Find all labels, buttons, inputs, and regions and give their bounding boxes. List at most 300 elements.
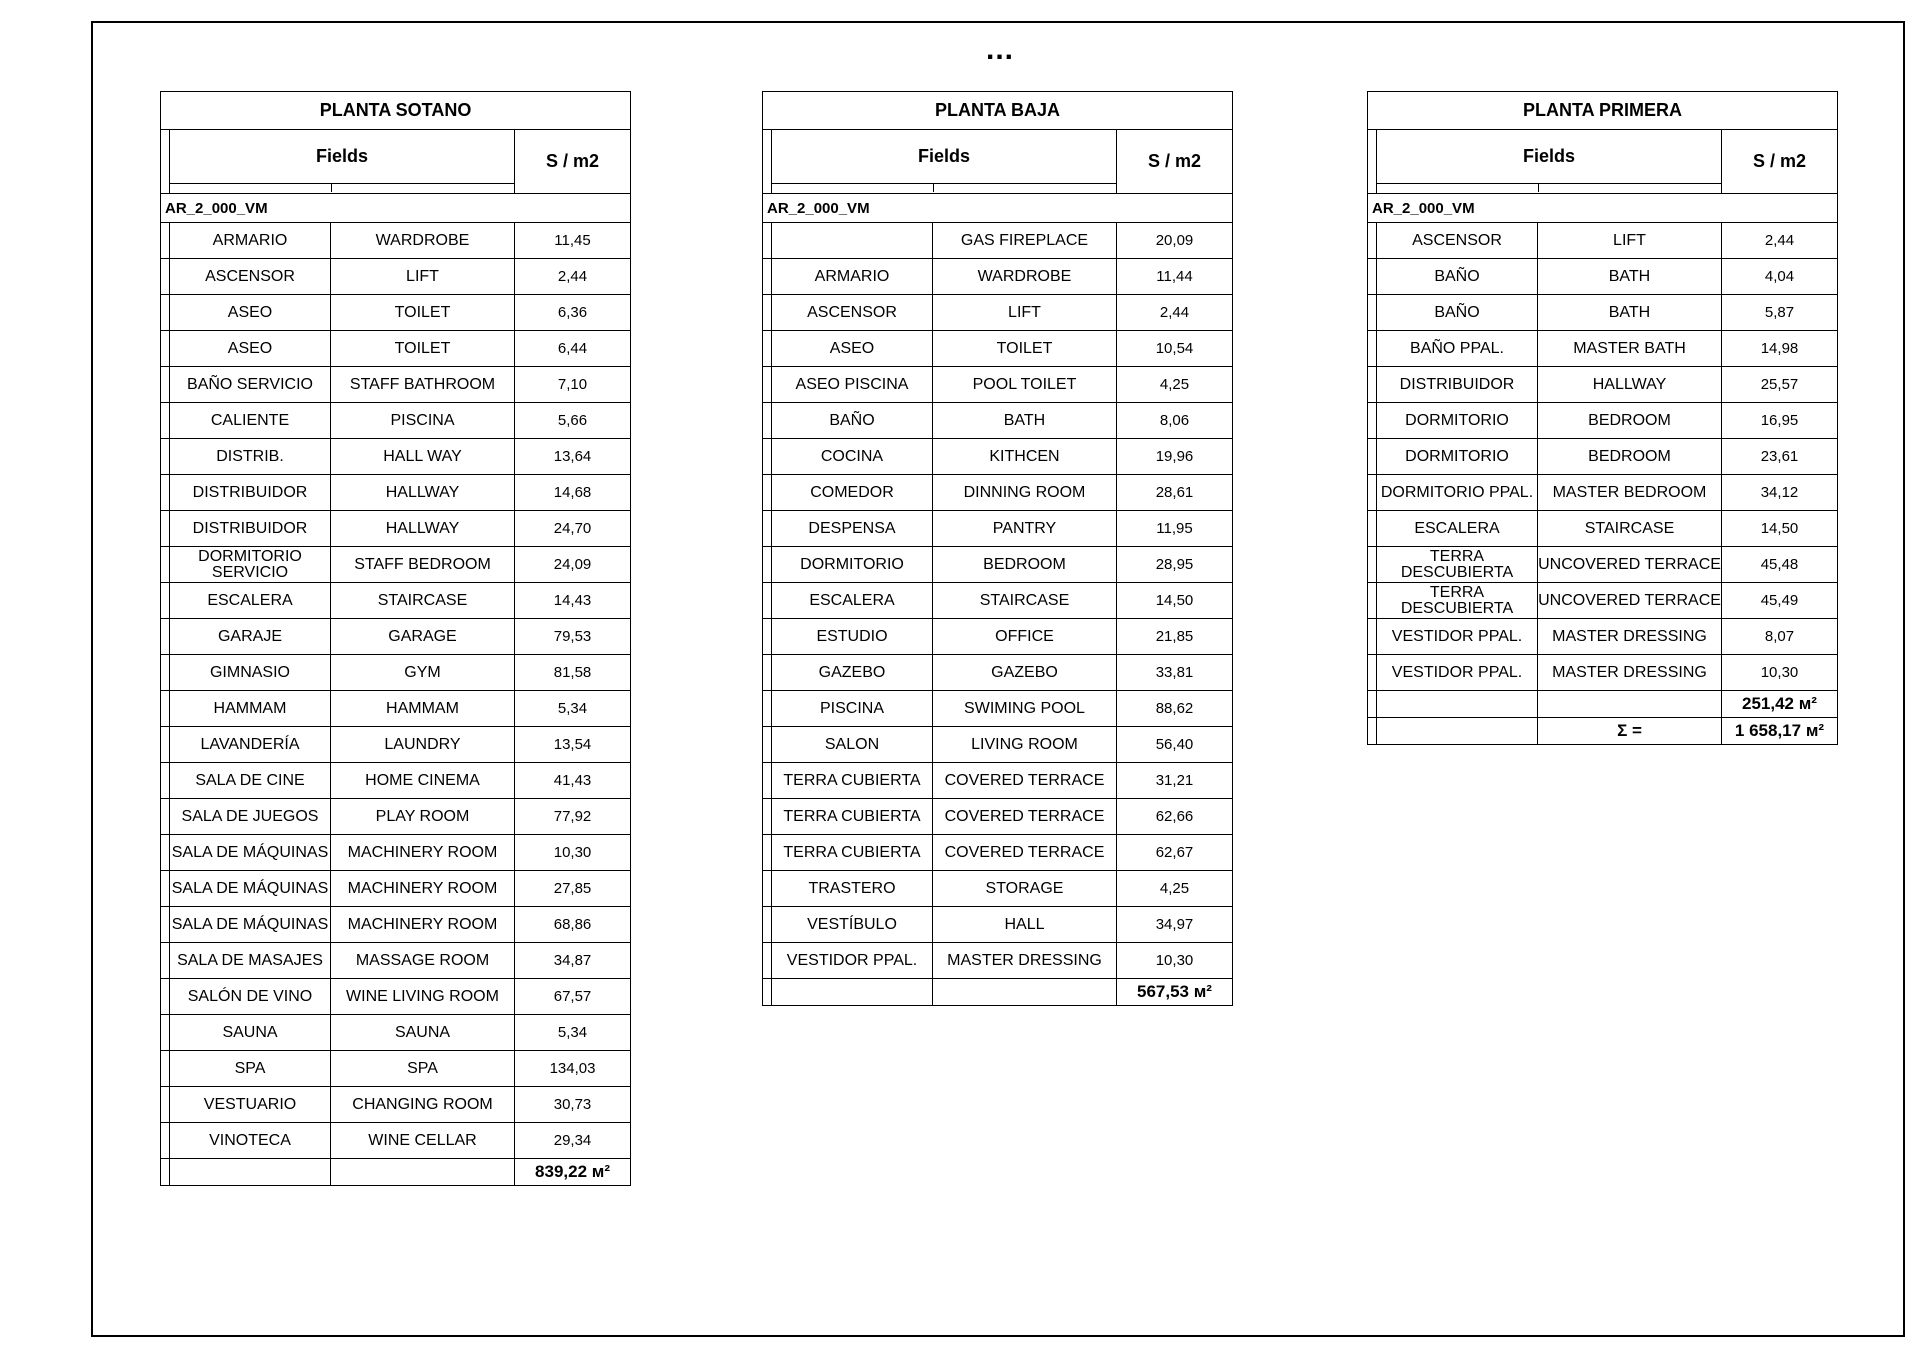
indent-cell bbox=[161, 367, 170, 403]
table-row bbox=[1368, 259, 1838, 295]
room-name-es: ASEO bbox=[170, 295, 331, 331]
empty-cell bbox=[933, 979, 1117, 1006]
total-area: 839,22 м² bbox=[515, 1159, 631, 1186]
grand-total-row bbox=[1368, 718, 1838, 745]
indent-cell bbox=[1368, 367, 1377, 403]
fields-header-label: Fields bbox=[917, 146, 970, 166]
table-row bbox=[1368, 583, 1838, 619]
empty-cell bbox=[1377, 718, 1538, 745]
room-name-en: MACHINERY ROOM bbox=[331, 835, 515, 871]
table-row bbox=[1368, 295, 1838, 331]
fields-subheader bbox=[1377, 183, 1721, 192]
room-area: 14,50 bbox=[1117, 583, 1233, 619]
room-area: 19,96 bbox=[1117, 439, 1233, 475]
room-name-es: BAÑO bbox=[1377, 259, 1538, 295]
indent-cell bbox=[161, 223, 170, 259]
table-row bbox=[161, 871, 631, 907]
room-area: 10,30 bbox=[1117, 943, 1233, 979]
indent-cell bbox=[161, 583, 170, 619]
room-name-en: HALL bbox=[933, 907, 1117, 943]
indent-cell bbox=[161, 655, 170, 691]
room-name-es: BAÑO bbox=[1377, 295, 1538, 331]
room-name-es: COCINA bbox=[772, 439, 933, 475]
room-area: 2,44 bbox=[1722, 223, 1838, 259]
room-area: 24,70 bbox=[515, 511, 631, 547]
schedule-planta-primera bbox=[1367, 91, 1837, 745]
schedule-table bbox=[160, 91, 631, 1186]
room-name-es: BAÑO bbox=[772, 403, 933, 439]
empty-cell bbox=[170, 1159, 331, 1186]
indent-cell bbox=[763, 943, 772, 979]
room-area: 14,98 bbox=[1722, 331, 1838, 367]
indent-cell bbox=[161, 1087, 170, 1123]
room-name-en: UNCOVERED TERRACE bbox=[1538, 583, 1722, 619]
room-name-es: DISTRIB. bbox=[170, 439, 331, 475]
room-area: 77,92 bbox=[515, 799, 631, 835]
room-name-es: PISCINA bbox=[772, 691, 933, 727]
indent-cell bbox=[161, 259, 170, 295]
schedule-planta-sotano bbox=[160, 91, 630, 1186]
table-row bbox=[763, 871, 1233, 907]
room-name-es: DORMITORIO bbox=[1377, 403, 1538, 439]
room-area: 34,97 bbox=[1117, 907, 1233, 943]
group-header: AR_2_000_VM bbox=[1368, 194, 1838, 223]
room-name-en: POOL TOILET bbox=[933, 367, 1117, 403]
room-name-en: TOILET bbox=[933, 331, 1117, 367]
indent-cell bbox=[763, 691, 772, 727]
room-name-es: TRASTERO bbox=[772, 871, 933, 907]
indent-cell bbox=[1368, 223, 1377, 259]
room-name-en: PLAY ROOM bbox=[331, 799, 515, 835]
indent-cell bbox=[161, 835, 170, 871]
room-name-es: DORMITORIO bbox=[772, 547, 933, 583]
table-row bbox=[1368, 439, 1838, 475]
indent-cell bbox=[763, 259, 772, 295]
room-area: 14,43 bbox=[515, 583, 631, 619]
total-row bbox=[161, 1159, 631, 1186]
indent-cell bbox=[161, 439, 170, 475]
total-area: 251,42 м² bbox=[1722, 691, 1838, 718]
room-area: 8,06 bbox=[1117, 403, 1233, 439]
room-name-es: BAÑO PPAL. bbox=[1377, 331, 1538, 367]
room-area: 28,95 bbox=[1117, 547, 1233, 583]
indent-cell bbox=[1368, 691, 1377, 718]
empty-cell bbox=[331, 1159, 515, 1186]
table-row bbox=[763, 511, 1233, 547]
room-name-es: SALON bbox=[772, 727, 933, 763]
table-row bbox=[161, 1123, 631, 1159]
room-name-en: LIFT bbox=[1538, 223, 1722, 259]
table-row bbox=[1368, 331, 1838, 367]
area-header: S / m2 bbox=[1722, 130, 1838, 194]
room-area: 5,87 bbox=[1722, 295, 1838, 331]
area-header: S / m2 bbox=[515, 130, 631, 194]
room-area: 4,25 bbox=[1117, 871, 1233, 907]
room-name-es: TERRA CUBIERTA bbox=[772, 835, 933, 871]
room-area: 45,48 bbox=[1722, 547, 1838, 583]
table-row bbox=[161, 583, 631, 619]
room-name-en: STAIRCASE bbox=[331, 583, 515, 619]
room-area: 14,50 bbox=[1722, 511, 1838, 547]
table-row bbox=[763, 799, 1233, 835]
room-name-es: ASEO bbox=[170, 331, 331, 367]
room-name-en: LIVING ROOM bbox=[933, 727, 1117, 763]
room-name-es: ASEO PISCINA bbox=[772, 367, 933, 403]
indent-cell bbox=[161, 130, 170, 194]
room-name-en: WARDROBE bbox=[331, 223, 515, 259]
indent-cell bbox=[763, 583, 772, 619]
room-name-en: SWIMING POOL bbox=[933, 691, 1117, 727]
room-name-es: COMEDOR bbox=[772, 475, 933, 511]
indent-cell bbox=[763, 835, 772, 871]
room-name-en: LIFT bbox=[933, 295, 1117, 331]
indent-cell bbox=[763, 367, 772, 403]
table-row bbox=[763, 439, 1233, 475]
room-name-es: TERRA DESCUBIERTA bbox=[1377, 583, 1538, 619]
room-name-en: BATH bbox=[933, 403, 1117, 439]
fields-header bbox=[170, 130, 515, 194]
empty-cell bbox=[1538, 691, 1722, 718]
room-area: 33,81 bbox=[1117, 655, 1233, 691]
room-area: 14,68 bbox=[515, 475, 631, 511]
indent-cell bbox=[161, 511, 170, 547]
table-row bbox=[763, 583, 1233, 619]
table-row bbox=[161, 403, 631, 439]
room-name-es: DORMITORIO SERVICIO bbox=[170, 547, 331, 583]
room-area: 11,95 bbox=[1117, 511, 1233, 547]
indent-cell bbox=[161, 763, 170, 799]
room-area: 10,54 bbox=[1117, 331, 1233, 367]
table-row bbox=[763, 763, 1233, 799]
room-name-en: CHANGING ROOM bbox=[331, 1087, 515, 1123]
table-row bbox=[161, 799, 631, 835]
room-name-en: MACHINERY ROOM bbox=[331, 871, 515, 907]
room-area: 10,30 bbox=[515, 835, 631, 871]
indent-cell bbox=[1368, 511, 1377, 547]
room-area: 27,85 bbox=[515, 871, 631, 907]
indent-cell bbox=[1368, 331, 1377, 367]
table-row bbox=[161, 907, 631, 943]
room-area: 4,25 bbox=[1117, 367, 1233, 403]
indent-cell bbox=[763, 439, 772, 475]
room-name-es: ASCENSOR bbox=[1377, 223, 1538, 259]
room-area: 41,43 bbox=[515, 763, 631, 799]
grand-total-area: 1 658,17 м² bbox=[1722, 718, 1838, 745]
indent-cell bbox=[763, 655, 772, 691]
room-area: 62,66 bbox=[1117, 799, 1233, 835]
room-area: 11,44 bbox=[1117, 259, 1233, 295]
fields-header-label: Fields bbox=[315, 146, 368, 166]
table-row bbox=[161, 763, 631, 799]
table-row bbox=[161, 691, 631, 727]
table-row bbox=[161, 655, 631, 691]
room-name-en: MASTER BATH bbox=[1538, 331, 1722, 367]
room-name-es: ASCENSOR bbox=[170, 259, 331, 295]
schedule-title: PLANTA SOTANO bbox=[161, 92, 631, 130]
table-row bbox=[161, 295, 631, 331]
table-row bbox=[161, 1087, 631, 1123]
room-name-en: TOILET bbox=[331, 331, 515, 367]
room-name-en: HALLWAY bbox=[1538, 367, 1722, 403]
room-name-en: COVERED TERRACE bbox=[933, 799, 1117, 835]
room-area: 2,44 bbox=[1117, 295, 1233, 331]
room-name-es: DISTRIBUIDOR bbox=[1377, 367, 1538, 403]
room-area: 34,87 bbox=[515, 943, 631, 979]
table-row bbox=[161, 727, 631, 763]
fields-header bbox=[1377, 130, 1722, 194]
indent-cell bbox=[161, 943, 170, 979]
room-area: 62,67 bbox=[1117, 835, 1233, 871]
room-name-en: STAIRCASE bbox=[1538, 511, 1722, 547]
room-name-es: HAMMAM bbox=[170, 691, 331, 727]
room-name-es: VINOTECA bbox=[170, 1123, 331, 1159]
room-name-es: ARMARIO bbox=[772, 259, 933, 295]
room-area: 11,45 bbox=[515, 223, 631, 259]
room-name-es: VESTÍBULO bbox=[772, 907, 933, 943]
indent-cell bbox=[161, 871, 170, 907]
room-area: 25,57 bbox=[1722, 367, 1838, 403]
table-row bbox=[1368, 547, 1838, 583]
table-row bbox=[1368, 655, 1838, 691]
indent-cell bbox=[763, 130, 772, 194]
room-name-en: BEDROOM bbox=[933, 547, 1117, 583]
total-row bbox=[763, 979, 1233, 1006]
room-name-es: SAUNA bbox=[170, 1015, 331, 1051]
room-name-es: SPA bbox=[170, 1051, 331, 1087]
room-name-en: WINE CELLAR bbox=[331, 1123, 515, 1159]
ellipsis-mark: ... bbox=[985, 33, 1014, 66]
indent-cell bbox=[763, 979, 772, 1006]
room-name-en: BEDROOM bbox=[1538, 439, 1722, 475]
indent-cell bbox=[763, 331, 772, 367]
room-name-es: ESCALERA bbox=[1377, 511, 1538, 547]
room-name-en: GYM bbox=[331, 655, 515, 691]
table-row bbox=[1368, 475, 1838, 511]
fields-header bbox=[772, 130, 1117, 194]
table-row bbox=[161, 439, 631, 475]
empty-cell bbox=[772, 979, 933, 1006]
room-name-es: DISTRIBUIDOR bbox=[170, 475, 331, 511]
indent-cell bbox=[763, 223, 772, 259]
room-name-en: GAS FIREPLACE bbox=[933, 223, 1117, 259]
room-area: 6,44 bbox=[515, 331, 631, 367]
room-name-en: MASTER BEDROOM bbox=[1538, 475, 1722, 511]
room-name-es: SALA DE JUEGOS bbox=[170, 799, 331, 835]
room-name-en: SPA bbox=[331, 1051, 515, 1087]
room-name-es: TERRA CUBIERTA bbox=[772, 763, 933, 799]
indent-cell bbox=[763, 619, 772, 655]
group-header: AR_2_000_VM bbox=[161, 194, 631, 223]
table-row bbox=[1368, 511, 1838, 547]
room-name-en: GARAGE bbox=[331, 619, 515, 655]
room-area: 2,44 bbox=[515, 259, 631, 295]
room-name-en: HOME CINEMA bbox=[331, 763, 515, 799]
room-name-es: ESCALERA bbox=[772, 583, 933, 619]
room-name-es: VESTUARIO bbox=[170, 1087, 331, 1123]
indent-cell bbox=[161, 1123, 170, 1159]
indent-cell bbox=[161, 1051, 170, 1087]
room-area: 13,64 bbox=[515, 439, 631, 475]
room-name-en: UNCOVERED TERRACE bbox=[1538, 547, 1722, 583]
grand-total-label: Σ = bbox=[1538, 718, 1722, 745]
room-area: 68,86 bbox=[515, 907, 631, 943]
indent-cell bbox=[763, 475, 772, 511]
room-area: 30,73 bbox=[515, 1087, 631, 1123]
room-area: 34,12 bbox=[1722, 475, 1838, 511]
area-header: S / m2 bbox=[1117, 130, 1233, 194]
table-row bbox=[1368, 367, 1838, 403]
room-name-es: DESPENSA bbox=[772, 511, 933, 547]
table-row bbox=[161, 835, 631, 871]
table-row bbox=[161, 223, 631, 259]
room-name-es: DISTRIBUIDOR bbox=[170, 511, 331, 547]
room-name-en: STAFF BATHROOM bbox=[331, 367, 515, 403]
table-row bbox=[763, 943, 1233, 979]
room-area: 5,34 bbox=[515, 691, 631, 727]
room-name-es: DORMITORIO PPAL. bbox=[1377, 475, 1538, 511]
indent-cell bbox=[161, 619, 170, 655]
table-row bbox=[161, 331, 631, 367]
room-name-en: COVERED TERRACE bbox=[933, 763, 1117, 799]
room-name-en: STAIRCASE bbox=[933, 583, 1117, 619]
indent-cell bbox=[1368, 475, 1377, 511]
room-name-en: HALLWAY bbox=[331, 511, 515, 547]
room-name-en: LIFT bbox=[331, 259, 515, 295]
table-row bbox=[763, 655, 1233, 691]
indent-cell bbox=[1368, 259, 1377, 295]
room-name-es: SALA DE MASAJES bbox=[170, 943, 331, 979]
indent-cell bbox=[161, 331, 170, 367]
room-name-es: DORMITORIO bbox=[1377, 439, 1538, 475]
room-area: 13,54 bbox=[515, 727, 631, 763]
room-name-es: VESTIDOR PPAL. bbox=[772, 943, 933, 979]
table-row bbox=[763, 727, 1233, 763]
indent-cell bbox=[1368, 295, 1377, 331]
room-area: 79,53 bbox=[515, 619, 631, 655]
indent-cell bbox=[1368, 403, 1377, 439]
room-name-es bbox=[772, 223, 933, 259]
indent-cell bbox=[161, 979, 170, 1015]
indent-cell bbox=[1368, 619, 1377, 655]
room-name-en: STORAGE bbox=[933, 871, 1117, 907]
room-name-es: SALA DE MÁQUINAS bbox=[170, 907, 331, 943]
table-row bbox=[1368, 223, 1838, 259]
room-area: 10,30 bbox=[1722, 655, 1838, 691]
indent-cell bbox=[161, 295, 170, 331]
indent-cell bbox=[161, 691, 170, 727]
indent-cell bbox=[763, 871, 772, 907]
indent-cell bbox=[161, 475, 170, 511]
indent-cell bbox=[1368, 718, 1377, 745]
room-name-es: ESCALERA bbox=[170, 583, 331, 619]
room-name-es: VESTIDOR PPAL. bbox=[1377, 655, 1538, 691]
room-name-es: CALIENTE bbox=[170, 403, 331, 439]
fields-header-label: Fields bbox=[1522, 146, 1575, 166]
table-row bbox=[1368, 403, 1838, 439]
room-name-es: SALA DE MÁQUINAS bbox=[170, 835, 331, 871]
room-area: 6,36 bbox=[515, 295, 631, 331]
room-name-es: BAÑO SERVICIO bbox=[170, 367, 331, 403]
room-name-en: BEDROOM bbox=[1538, 403, 1722, 439]
table-row bbox=[763, 259, 1233, 295]
room-name-en: BATH bbox=[1538, 295, 1722, 331]
room-area: 67,57 bbox=[515, 979, 631, 1015]
room-area: 20,09 bbox=[1117, 223, 1233, 259]
room-name-en: MASSAGE ROOM bbox=[331, 943, 515, 979]
table-row bbox=[763, 547, 1233, 583]
room-area: 56,40 bbox=[1117, 727, 1233, 763]
group-header: AR_2_000_VM bbox=[763, 194, 1233, 223]
room-name-es: SALA DE CINE bbox=[170, 763, 331, 799]
indent-cell bbox=[763, 799, 772, 835]
indent-cell bbox=[1368, 547, 1377, 583]
indent-cell bbox=[763, 907, 772, 943]
room-name-en: BATH bbox=[1538, 259, 1722, 295]
table-row bbox=[161, 259, 631, 295]
room-name-en: HALL WAY bbox=[331, 439, 515, 475]
indent-cell bbox=[161, 1015, 170, 1051]
total-row bbox=[1368, 691, 1838, 718]
indent-cell bbox=[1368, 439, 1377, 475]
indent-cell bbox=[161, 1159, 170, 1186]
room-area: 8,07 bbox=[1722, 619, 1838, 655]
room-name-es: VESTIDOR PPAL. bbox=[1377, 619, 1538, 655]
indent-cell bbox=[763, 403, 772, 439]
room-name-en: STAFF BEDROOM bbox=[331, 547, 515, 583]
room-name-en: MACHINERY ROOM bbox=[331, 907, 515, 943]
room-name-en: TOILET bbox=[331, 295, 515, 331]
room-name-en: LAUNDRY bbox=[331, 727, 515, 763]
room-area: 21,85 bbox=[1117, 619, 1233, 655]
room-name-en: WINE LIVING ROOM bbox=[331, 979, 515, 1015]
fields-subheader bbox=[772, 183, 1116, 192]
room-area: 4,04 bbox=[1722, 259, 1838, 295]
total-area: 567,53 м² bbox=[1117, 979, 1233, 1006]
room-name-en: DINNING ROOM bbox=[933, 475, 1117, 511]
table-row bbox=[161, 547, 631, 583]
table-row bbox=[763, 331, 1233, 367]
room-name-es: ASCENSOR bbox=[772, 295, 933, 331]
table-row bbox=[763, 295, 1233, 331]
indent-cell bbox=[161, 547, 170, 583]
table-row bbox=[763, 907, 1233, 943]
indent-cell bbox=[161, 907, 170, 943]
schedule-title: PLANTA BAJA bbox=[763, 92, 1233, 130]
table-row bbox=[763, 835, 1233, 871]
room-name-en: OFFICE bbox=[933, 619, 1117, 655]
table-row bbox=[763, 367, 1233, 403]
room-name-en: KITHCEN bbox=[933, 439, 1117, 475]
room-name-es: ARMARIO bbox=[170, 223, 331, 259]
indent-cell bbox=[763, 511, 772, 547]
indent-cell bbox=[161, 727, 170, 763]
room-name-en: HAMMAM bbox=[331, 691, 515, 727]
table-row bbox=[161, 367, 631, 403]
indent-cell bbox=[1368, 583, 1377, 619]
table-row bbox=[161, 475, 631, 511]
table-row bbox=[763, 619, 1233, 655]
room-name-es: GARAJE bbox=[170, 619, 331, 655]
indent-cell bbox=[763, 727, 772, 763]
room-name-es: TERRA CUBIERTA bbox=[772, 799, 933, 835]
room-name-es: GAZEBO bbox=[772, 655, 933, 691]
indent-cell bbox=[1368, 655, 1377, 691]
table-row bbox=[1368, 619, 1838, 655]
table-row bbox=[161, 511, 631, 547]
room-name-es: LAVANDERÍA bbox=[170, 727, 331, 763]
room-area: 16,95 bbox=[1722, 403, 1838, 439]
indent-cell bbox=[763, 763, 772, 799]
